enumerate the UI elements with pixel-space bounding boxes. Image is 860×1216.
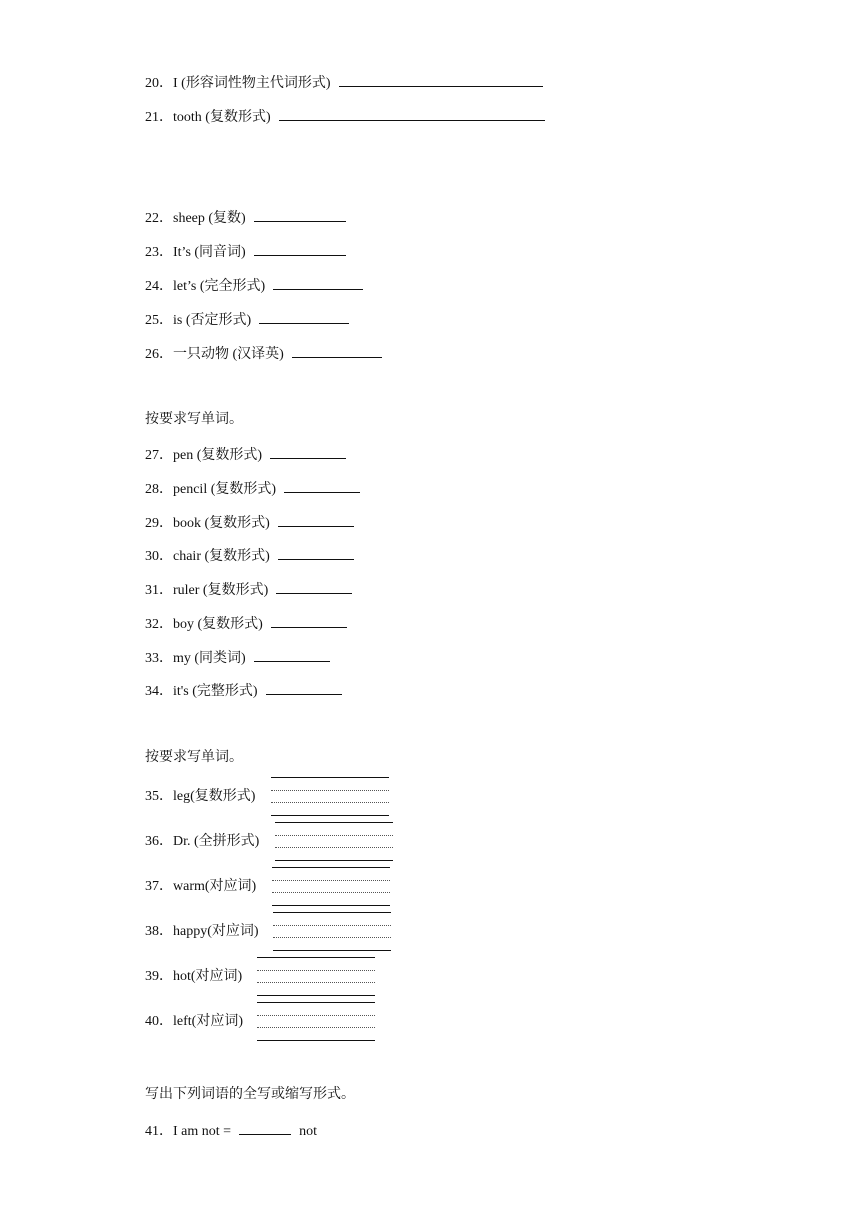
question-31 [145,579,352,599]
question-28 [145,478,360,498]
answer-blank[interactable] [284,478,360,493]
question-41 [145,1120,317,1140]
question-number: 31． [145,583,173,598]
four-line-writing-box[interactable] [257,957,375,997]
question-32 [145,613,347,633]
question-text: book (复数形式) [173,516,270,531]
question-number: 35． [145,789,173,804]
question-27 [145,444,346,464]
answer-blank[interactable] [270,444,346,459]
four-line-writing-box[interactable] [271,777,389,817]
question-text: happy(对应词) [173,924,259,939]
question-text: boy (复数形式) [173,617,263,632]
answer-blank[interactable] [259,309,349,324]
question-text: sheep (复数) [173,211,246,226]
question-text: is (否定形式) [173,313,252,328]
question-text: hot(对应词) [173,969,243,984]
question-number: 41． [145,1124,173,1139]
question-number: 32． [145,617,173,632]
answer-blank[interactable] [278,545,354,560]
question-text: pen (复数形式) [173,448,263,463]
question-text: warm(对应词) [173,879,257,894]
question-text: left(对应词) [173,1014,243,1029]
question-number: 29． [145,516,173,531]
question-33 [145,647,330,667]
question-suffix: not [299,1124,317,1139]
question-number: 23． [145,245,173,260]
answer-blank[interactable] [271,613,347,628]
question-34 [145,680,342,700]
four-line-writing-box[interactable] [275,822,393,862]
question-text: leg(复数形式) [173,789,256,804]
question-21 [145,106,545,126]
answer-blank[interactable] [279,106,545,121]
answer-blank[interactable] [254,241,346,256]
question-number: 26． [145,347,173,362]
question-text: 一只动物 (汉译英) [173,347,284,362]
question-number: 40． [145,1014,173,1029]
question-20 [145,72,543,92]
question-text: Dr. (全拼形式) [173,834,260,849]
answer-blank[interactable] [273,275,363,290]
answer-blank[interactable] [339,72,543,87]
answer-blank[interactable] [239,1120,291,1135]
section-heading: 按要求写单词。 [145,750,243,765]
section-heading: 按要求写单词。 [145,412,243,427]
question-text: let’s (完全形式) [173,279,266,294]
question-24 [145,275,363,295]
question-number: 25． [145,313,173,328]
question-30 [145,545,354,565]
question-text: tooth (复数形式) [173,110,271,125]
four-line-writing-box[interactable] [257,1002,375,1042]
question-number: 36． [145,834,173,849]
question-text: I am not = [173,1124,232,1139]
question-number: 37． [145,879,173,894]
question-26 [145,343,382,363]
question-text: my (同类词) [173,651,246,666]
answer-blank[interactable] [278,512,354,527]
question-number: 21． [145,110,173,125]
question-text: ruler (复数形式) [173,583,269,598]
answer-blank[interactable] [266,680,342,695]
four-line-writing-box[interactable] [272,867,390,907]
question-number: 28． [145,482,173,497]
question-text: It’s (同音词) [173,245,246,260]
answer-blank[interactable] [254,647,330,662]
question-number: 22． [145,211,173,226]
question-29 [145,512,354,532]
question-text: chair (复数形式) [173,549,270,564]
question-number: 20． [145,76,173,91]
section-heading: 写出下列词语的全写或缩写形式。 [145,1087,355,1102]
question-number: 39． [145,969,173,984]
question-25 [145,309,349,329]
question-text: pencil (复数形式) [173,482,277,497]
question-number: 24． [145,279,173,294]
question-number: 30． [145,549,173,564]
question-22 [145,207,346,227]
question-number: 34． [145,684,173,699]
question-number: 38． [145,924,173,939]
question-23 [145,241,346,261]
answer-blank[interactable] [292,343,382,358]
question-number: 27． [145,448,173,463]
answer-blank[interactable] [276,579,352,594]
question-text: it's (完整形式) [173,684,258,699]
question-number: 33． [145,651,173,666]
answer-blank[interactable] [254,207,346,222]
four-line-writing-box[interactable] [273,912,391,952]
question-text: I (形容词性物主代词形式) [173,76,331,91]
